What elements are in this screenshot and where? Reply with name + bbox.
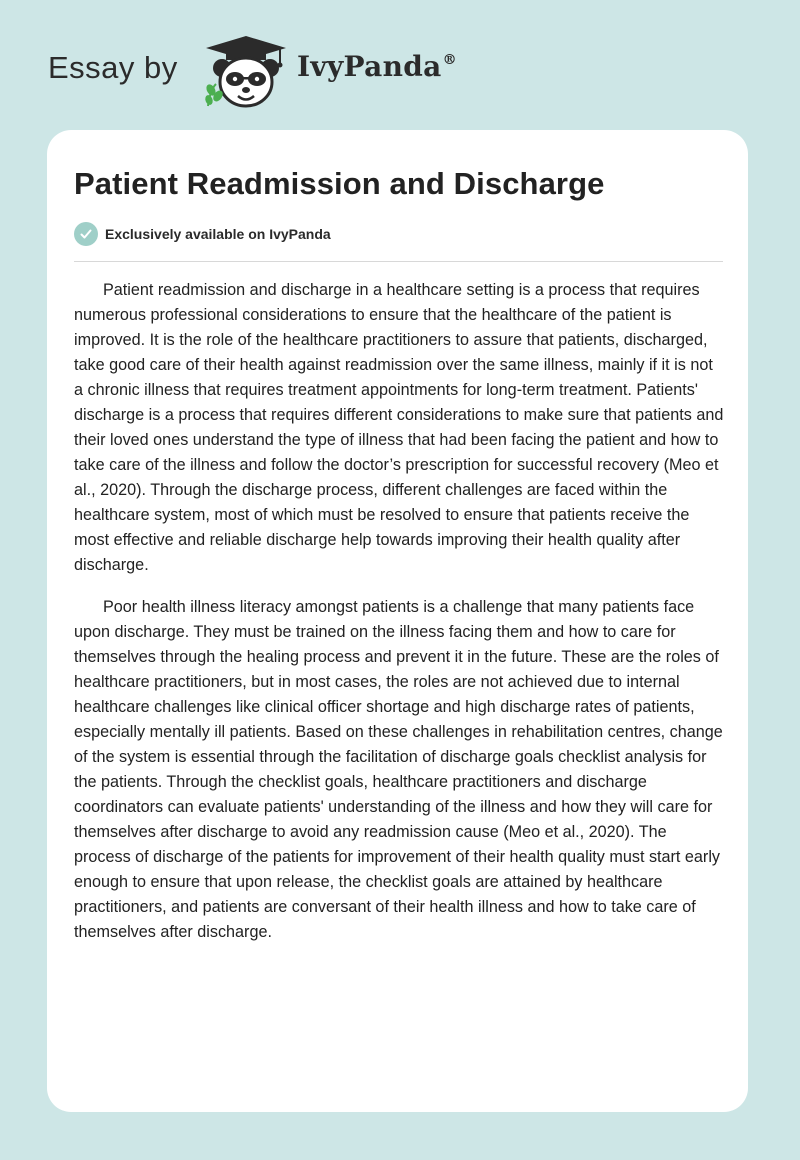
brand-name[interactable]: IvyPanda® <box>297 50 457 83</box>
check-circle-icon <box>74 222 98 246</box>
panda-graduate-icon[interactable] <box>200 34 292 110</box>
paragraph: Poor health illness literacy amongst patients is a challenge that many patients face upon discharge. They must be trained on the illness facing them and how to care for themselves through the healing process and prevent it in the future. These are the roles of healthcare practitioners, but in most cases, the roles are not achieved due to internal healthcare challenges like clinical officer shortage and high discharge rates of patients, especially mentally ill patients. Based on these challenges in rehabilitation centres, change of the system is essential through the facilitation of discharge goals checklist analysis for the patients. Through the checklist goals, healthcare practitioners and discharge coordinators can evaluate patients' understanding of the illness and how they will care for themselves after discharge to avoid any readmission cause (Meo et al., 2020). The process of discharge of the patients for improvement of their health quality must start early enough to ensure that upon release, the checklist goals are attained by healthcare practitioners, and patients are conversant of their health illness and how to take care of themselves after discharge. <box>74 598 723 941</box>
paragraph: Patient readmission and discharge in a healthcare setting is a process that requires numerous professional considerations to ensure that the healthcare of the patient is improved. It is the role of the healthcare practitioners to assure that patients, discharged, take good care of their health against readmission over the same illness, mainly if it is not a chronic illness that requires treatment appointments for long-term treatment. Patients' discharge is a process that requires different considerations to make sure that patients and their loved ones understand the type of illness that had been facing the patient and how to take care of the illness and follow the doctor’s prescription for successful recovery (Meo et al., 2020). Through the discharge process, different challenges are faced within the healthcare system, most of which must be resolved to ensure that patients receive the most effective and reliable discharge help towards improving their health quality after discharge. <box>74 281 724 574</box>
essay-body <box>74 278 726 962</box>
page-title: Patient Readmission and Discharge <box>74 166 605 201</box>
brand-prefix: Essay by <box>48 50 178 85</box>
registered-mark: ® <box>442 51 457 68</box>
exclusive-badge <box>74 221 331 247</box>
brand-header <box>0 0 800 120</box>
essay-card <box>47 130 748 1112</box>
exclusive-label: Exclusively available on IvyPanda <box>105 226 331 242</box>
divider <box>74 261 723 262</box>
